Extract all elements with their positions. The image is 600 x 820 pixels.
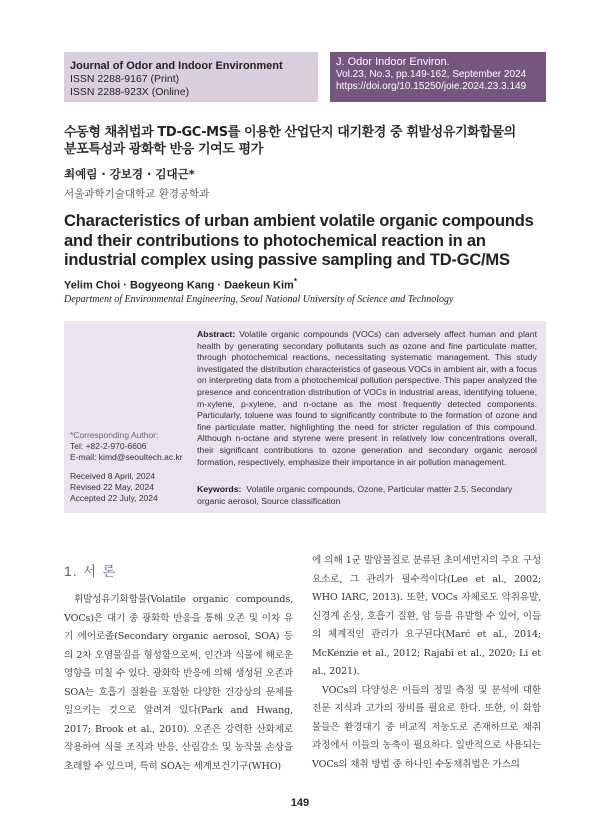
corresponding-tel: Tel: +82-2-970-6606 xyxy=(70,441,147,451)
body-paragraph: 에 의해 1군 발암물질로 분류된 초미세먼지의 주요 구성 요소로, 그 관리가 필수적이다(Lee et al., 2002; WHO IARC, 2013). 또한, VOCs 자체로도 악취유발, 신경계 손상, 호흡기 질환, 암 등을 유발할 수 있어, 이들의 체계적인 관리가 요구된다(Marć et al., 2014; McKenzie et al., 2012; Rajabi et al., 2020; Li et al., 2021). xyxy=(312,555,541,677)
keywords-label: Keywords: xyxy=(197,484,242,494)
keywords xyxy=(197,484,537,507)
korean-title-line: 수동형 채취법과 TD-GC-MS를 이용한 산업단지 대기환경 중 휘발성유기화합물의 xyxy=(64,125,516,140)
body-column-right xyxy=(312,552,541,774)
received-date: Received 8 April, 2024 xyxy=(70,471,156,481)
revised-date: Revised 22 May, 2024 xyxy=(70,482,154,492)
korean-authors: 최예림 · 강보경 · 김대근* xyxy=(64,167,195,181)
issn-print: ISSN 2288-9167 (Print) xyxy=(70,73,180,85)
english-affiliation: Department of Environmental Engineering, Seoul National University of Science and Technology xyxy=(64,294,454,305)
page-number: 149 xyxy=(290,797,310,809)
english-title-line: industrial complex using passive sampling and TD-GC/MS xyxy=(64,251,510,269)
body-paragraph: VOCs의 다양성은 이들의 정밀 측정 및 분석에 대한 전문 지식과 고가의 장비를 필요로 한다. 또한, 이 화합물들은 환경대기 중 비교적 저농도로 존재하므로 채취 과정에서 이들의 농축이 필요하다. 일반적으로 사용되는 VOCs의 채취 방법 중 하나인 수동채취법은 가스의 xyxy=(312,684,541,770)
keywords-list: Volatile organic compounds, Ozone, Particular matter 2.5, Secondary organic aerosol, Source classification xyxy=(197,484,513,506)
abstract-label: Abstract: xyxy=(197,329,236,339)
section-heading xyxy=(64,560,116,580)
doi-link[interactable]: https://doi.org/10.15250/joie.2024.23.3.149 xyxy=(336,81,527,92)
article-info-sidebar xyxy=(70,430,194,504)
volume-info: Vol.23, No.3, pp.149-162, September 2024 xyxy=(336,69,527,80)
english-title xyxy=(64,212,544,271)
corresponding-mark: * xyxy=(293,277,297,286)
journal-header-right xyxy=(330,52,546,102)
body-column-left xyxy=(64,591,293,776)
body-paragraph: 휘발성유기화합물(Volatile organic compounds, VOCs)은 대기 중 광화학 반응을 통해 오존 및 이차 유기 에어로졸(Secondary organic aerosol, SOA) 등의 2차 오염물질을 형성함으로써, 인간과 식물에 해로운 영향을 미칠 수 있다. 광화학 반응에 의해 생성된 오존과 SOA는 호흡기 질환을 포함한 다양한 건강상의 문제를 일으키는 것으로 알려져 있다(Park and Hwang, 2017; Brook et al., 2010). 오존은 강력한 산화제로 작용하여 식물 조직과 반응, 산림감소 및 농작물 손상을 초래할 수 있으며, 특히 SOA는 세계보건기구(WHO) xyxy=(64,594,293,772)
journal-title: Journal of Odor and Indoor Environment xyxy=(70,60,283,72)
abstract-text xyxy=(197,329,537,468)
issn-online: ISSN 2288-923X (Online) xyxy=(70,85,190,98)
korean-title xyxy=(64,124,544,158)
english-title-line: Characteristics of urban ambient volatile organic compounds xyxy=(64,212,534,230)
english-title-line: and their contributions to photochemical reaction in an xyxy=(64,231,486,250)
english-authors xyxy=(64,277,297,292)
section-number: 1. xyxy=(64,563,78,579)
journal-header-left xyxy=(64,52,318,102)
journal-abbrev: J. Odor Indoor Environ. xyxy=(336,56,450,68)
author-names: Yelim Choi · Bogyeong Kang · Daekeun Kim xyxy=(64,279,294,292)
section-title: 서 론 xyxy=(82,564,117,580)
corresponding-label: *Corresponding Author: xyxy=(70,430,159,440)
abstract-body: Volatile organic compounds (VOCs) can adversely affect human and plant health by generating secondary pollutants such as ozone and fine particulate matter, through photochemical reactions, necessitating systematic management. This study investigated the distribution characteristics of gaseous VOCs in ambient air, with a focus on interpreting data from a photochemical pollution perspective. This paper analyzed the presence and concentration distribution of VOCs in industrial areas, identifying toluene, m-xylene, p-xylene, and n-octane as the most frequently detected components. Particularly, toluene was found to significantly contribute to the formation of ozone and fine particulate matter, highlighting the need for stricter regulation of this compound. Although n-octane and styrene were present in relatively low concentrations overall, their significant contributions to ozone generation and secondary organic aerosol formation, respectively, emphasize their importance in air pollution management. xyxy=(197,329,537,467)
corresponding-email[interactable]: E-mail: kimd@seoultech.ac.kr xyxy=(70,452,183,462)
korean-affiliation: 서울과학기술대학교 환경공학과 xyxy=(64,188,210,200)
korean-title-line: 분포특성과 광화학 반응 기여도 평가 xyxy=(64,142,263,157)
accepted-date: Accepted 22 July, 2024 xyxy=(70,493,158,503)
